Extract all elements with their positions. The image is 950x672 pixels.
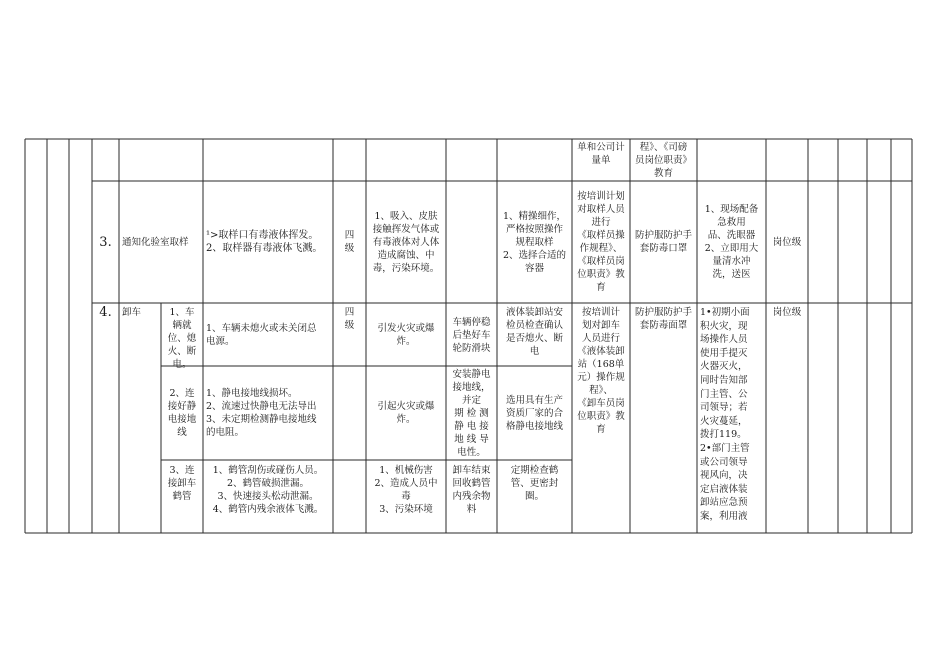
row4-level: 四 级 (344, 307, 355, 331)
step3-engineering: 卸车结束 回收鹤管 内残余物 料 (452, 465, 491, 515)
row3-mgmt-measures: 1、精操细作， 严格按照操作 规程取样 2、选择合适的 容器 (502, 210, 567, 274)
row3-number: 3. (99, 234, 112, 250)
step1-consequence: 引发火灾或爆 炸。 (377, 323, 435, 347)
row3-level: 四 级 (344, 230, 355, 254)
step2-label: 2、连 接好静 电接地 线 (167, 388, 197, 438)
row3-hazard: ¹>取样口有毒液体挥发。 2、取样器有毒液体飞溅。 (206, 230, 323, 254)
row4-control-level: 岗位级 (772, 307, 802, 318)
step2-engineering: 安装静电 接地线， 并定 期 检 测 静 电 接 地 线 导 电性。 (452, 368, 491, 458)
step1-label: 1、车 辆就 位、熄 火、断 电。 (167, 307, 197, 370)
step3-label: 3、连 接卸车 鹤管 (167, 465, 197, 502)
step2-mgmt-measures: 选用具有生产 资质厂家的合 格静电接地线 (505, 394, 563, 432)
top-training-cont-cell: 程》、《司磅 员岗位职责》 教育 (634, 142, 692, 179)
step3-mgmt-measures: 定期检查鹤 管、更密封 圈。 (510, 465, 559, 502)
row3-consequence: 1、吸入、皮肤 接触挥发气体或 有毒液体对人体 造成腐蚀、中 毒，污染环境。 (372, 210, 440, 274)
row4-emergency: 1•初期小面 积火灾，现 场操作人员 使用手提灭 火器灭火， 同时告知部 门主管、公 司领导；若 火灾蔓延， 拨打119。 2•部门主管 或公司领导 视风向，决 定启液体装 卸站应急预 案，利用液 (700, 307, 750, 522)
step2-consequence: 引起火灾或爆 炸。 (377, 401, 435, 425)
top-training-cell: 单和公司计 量单 (577, 142, 625, 166)
step1-engineering: 车辆停稳 后垫好车 轮防滑块 (452, 316, 491, 354)
row3-training: 按培训计划 对取样人员 进行 《取样员操 作规程》、 《取样员岗 位职责》教 育 (577, 191, 625, 293)
row3-task: 通知化验室取样 (122, 236, 189, 248)
step3-hazard: 1、鹤管刮伤或碰伤人员。 2、鹤管破损泄漏。 3、快速接头松动泄漏。 4、鹤管内残余液体飞溅。 (212, 465, 324, 515)
step3-consequence: 1、机械伤害 2、造成人员中 毒 3、污染环境 (374, 465, 438, 515)
step1-hazard: 1、车辆未熄火或未关闭总 电源。 (206, 323, 317, 347)
row4-ppe: 防护服防护手 套防毒面罩 (634, 307, 692, 331)
step2-hazard: 1、静电接地线损坏。 2、流速过快静电无法导出 3、未定期检测静电接地线 的电阻。 (206, 388, 317, 438)
row3-control-level: 岗位级 (772, 236, 802, 248)
row3-emergency: 1、现场配备 急救用 品、洗眼器 2、立即用大 量清水冲 洗，送医 (704, 204, 759, 280)
row3-ppe: 防护服防护手 套防毒口罩 (634, 230, 692, 254)
row4-training: 按培训计 划对卸车 人员进行 《液体装卸 站（168单 元）操作规 程》、 《卸车员岗 位职责》教 育 (577, 307, 625, 435)
step1-mgmt-measures: 液体装卸站安 检员检查确认 是否熄火、断 电 (505, 307, 563, 357)
row4-task: 卸车 (122, 307, 142, 318)
row4-number: 4. (99, 305, 112, 320)
